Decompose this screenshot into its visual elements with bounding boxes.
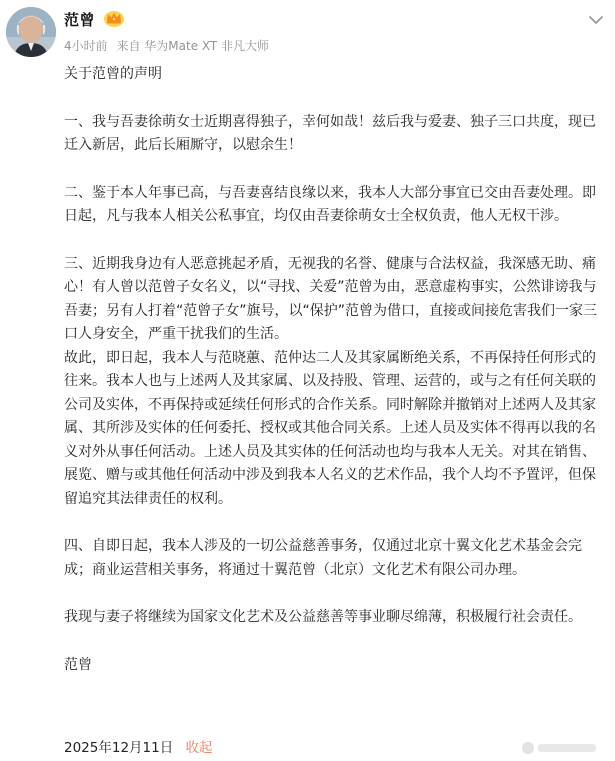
statement-paragraph-1: 一、我与吾妻徐萌女士近期喜得独子，幸何如哉！兹后我与爱妻、独子三口共度，现已迁入新居，此后长厢厮守，以慰余生！	[64, 113, 596, 153]
post-body	[64, 63, 609, 677]
statement-paragraph-3: 三、近期我身边有人恶意挑起矛盾，无视我的名誉、健康与合法权益，我深感无助、痛心！有人曾以范曾子女名义，以“寻找、关爱”范曾为由，恶意虚构事实，公然诽谤我与吾妻；另有人打着“范曾子女”旗号，以“保护”范曾为借口，直接或间接危害我们一家三口人身安全，严重干扰我们的生活。	[64, 255, 598, 342]
post-time: 4小时前	[64, 39, 108, 53]
watermark	[520, 740, 600, 759]
post-footer	[64, 736, 213, 756]
author-name[interactable]: 范曾	[64, 11, 96, 29]
statement-paragraph-3-continued: 故此，即日起，我本人与范晓蕙、范仲达二人及其家属断绝关系，不再保持任何形式的往来。我本人也与上述两人及其家属、以及持股、管理、运营的，或与之有任何关联的公司及实体，不再保持或延续任何形式的合作关系。同时解除并撤销对上述两人及其家属、其所涉及实体的任何委托、授权或其他合同关系。上述人员及实体不得再以我的名义对外从事任何活动。上述人员及其实体的任何活动也均与我本人无关。对其在销售、展览、赠与或其他任何活动中涉及到我本人名义的艺术作品，我个人均不予置评，但保留追究其法律责任的权利。	[64, 349, 596, 507]
post-header	[0, 0, 615, 62]
statement-paragraph-2: 二、鉴于本人年事已高，与吾妻喜结良缘以来，我本人大部分事宜已交由吾妻处理。即日起，凡与我本人相关公私事宜，均仅由吾妻徐萌女士全权负责，他人无权干涉。	[64, 184, 596, 224]
signature: 范曾	[64, 656, 92, 673]
chevron-down-icon[interactable]	[586, 12, 606, 26]
post-date: 2025年12月11日	[64, 740, 174, 756]
statement-paragraph-5: 我现与妻子将继续为国家文化艺术及公益慈善等事业聊尽绵薄，积极履行社会责任。	[64, 609, 582, 625]
post-meta	[64, 37, 274, 54]
statement-paragraph-4: 四、自即日起，我本人涉及的一切公益慈善事务，仅通过北京十翼文化艺术基金会完成；商业运营相关事务，将通过十翼范曾（北京）文化艺术有限公司办理。	[64, 538, 582, 578]
post-title: 关于范曾的声明	[64, 66, 162, 82]
avatar[interactable]	[6, 7, 56, 57]
collapse-link[interactable]: 收起	[185, 740, 213, 756]
post-source: 来自 华为Mate XT 非凡大师	[116, 39, 270, 53]
crown-badge-icon	[102, 8, 126, 28]
